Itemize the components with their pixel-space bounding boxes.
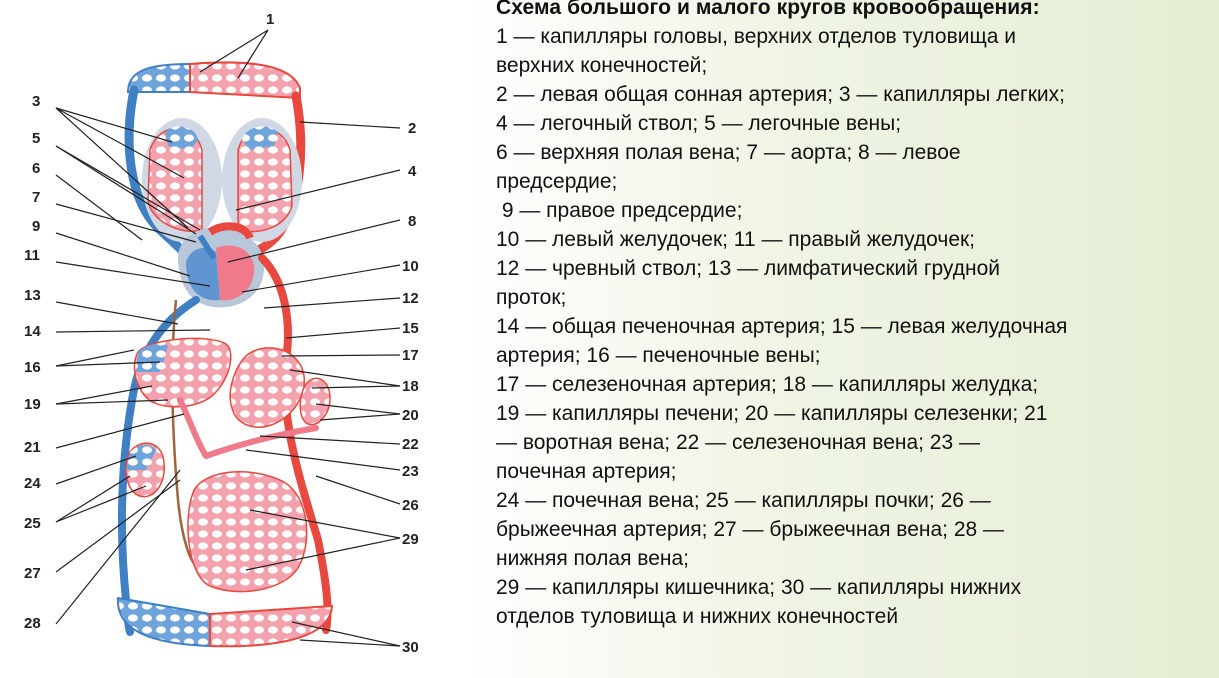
legend-line: отделов туловища и нижних конечностей bbox=[496, 605, 899, 628]
label-29: 29 bbox=[402, 531, 419, 548]
label-4: 4 bbox=[408, 163, 417, 180]
legend-line: 19 — капилляры печени; 20 — капилляры селезенки; 21 bbox=[496, 402, 1048, 425]
label-15: 15 bbox=[402, 320, 419, 337]
label-14: 14 bbox=[24, 323, 41, 340]
legend-line: 24 — почечная вена; 25 — капилляры почки; 26 — bbox=[496, 489, 991, 512]
label-26: 26 bbox=[402, 497, 419, 514]
label-5: 5 bbox=[32, 130, 41, 147]
label-10: 10 bbox=[402, 258, 419, 275]
legend-line: предсердие; bbox=[496, 170, 618, 193]
legend-list bbox=[496, 22, 1067, 631]
legend-line: проток; bbox=[496, 286, 567, 309]
label-24: 24 bbox=[24, 475, 41, 492]
stomach-capillaries bbox=[230, 348, 304, 427]
legend-line: 1 — капилляры головы, верхних отделов туловища и bbox=[496, 25, 1016, 48]
label-30: 30 bbox=[402, 639, 419, 656]
lower-body-capillaries bbox=[118, 598, 332, 646]
circulation-drawing bbox=[0, 0, 460, 678]
legend-line: верхних конечностей; bbox=[496, 54, 708, 77]
label-22: 22 bbox=[402, 436, 419, 453]
circulation-diagram bbox=[0, 0, 460, 678]
label-11: 11 bbox=[24, 247, 40, 264]
label-12: 12 bbox=[402, 290, 419, 307]
label-9: 9 bbox=[32, 218, 41, 235]
legend-line: 14 — общая печеночная артерия; 15 — левая желудочная bbox=[496, 315, 1068, 338]
label-1: 1 bbox=[266, 11, 275, 28]
legend-line: нижняя полая вена; bbox=[496, 547, 689, 570]
label-8: 8 bbox=[408, 213, 417, 230]
legend-title: Схема большого и малого кругов кровообращения: bbox=[496, 0, 1040, 19]
legend-line: 9 — правое предсердие; bbox=[496, 199, 743, 222]
label-17: 17 bbox=[402, 347, 419, 364]
label-13: 13 bbox=[24, 287, 41, 304]
legend-line: — воротная вена; 22 — селезеночная вена; 23 — bbox=[496, 431, 981, 454]
legend-line: почечная артерия; bbox=[496, 460, 677, 483]
legend-line: 12 — чревный ствол; 13 — лимфатический грудной bbox=[496, 257, 1000, 280]
legend-panel bbox=[460, 0, 1219, 678]
legend-line: 4 — легочный ствол; 5 — легочные вены; bbox=[496, 112, 902, 135]
label-21: 21 bbox=[24, 439, 41, 456]
spleen-capillaries bbox=[300, 378, 330, 424]
intestine-capillaries bbox=[188, 472, 307, 592]
kidney-capillaries bbox=[126, 443, 164, 496]
legend-line: 17 — селезеночная артерия; 18 — капилляры желудка; bbox=[496, 373, 1039, 396]
label-6: 6 bbox=[32, 160, 41, 177]
label-18: 18 bbox=[402, 378, 419, 395]
label-20: 20 bbox=[402, 407, 419, 424]
legend-line: 2 — левая общая сонная артерия; 3 — капилляры легких; bbox=[496, 83, 1065, 106]
legend-line: 6 — верхняя полая вена; 7 — аорта; 8 — левое bbox=[496, 141, 961, 164]
label-3: 3 bbox=[32, 93, 41, 110]
label-23: 23 bbox=[402, 463, 419, 480]
label-25: 25 bbox=[24, 515, 41, 532]
label-19: 19 bbox=[24, 396, 41, 413]
legend-line: 10 — левый желудочек; 11 — правый желудочек; bbox=[496, 228, 976, 251]
legend-line: артерия; 16 — печеночные вены; bbox=[496, 344, 821, 367]
label-28: 28 bbox=[24, 615, 41, 632]
label-27: 27 bbox=[24, 565, 41, 582]
label-2: 2 bbox=[408, 120, 417, 137]
legend-line: 29 — капилляры кишечника; 30 — капилляры нижних bbox=[496, 576, 1022, 599]
label-7: 7 bbox=[32, 189, 41, 206]
label-16: 16 bbox=[24, 359, 41, 376]
legend-line: брыжеечная артерия; 27 — брыжеечная вена; 28 — bbox=[496, 518, 1005, 541]
head-capillaries bbox=[128, 62, 300, 98]
